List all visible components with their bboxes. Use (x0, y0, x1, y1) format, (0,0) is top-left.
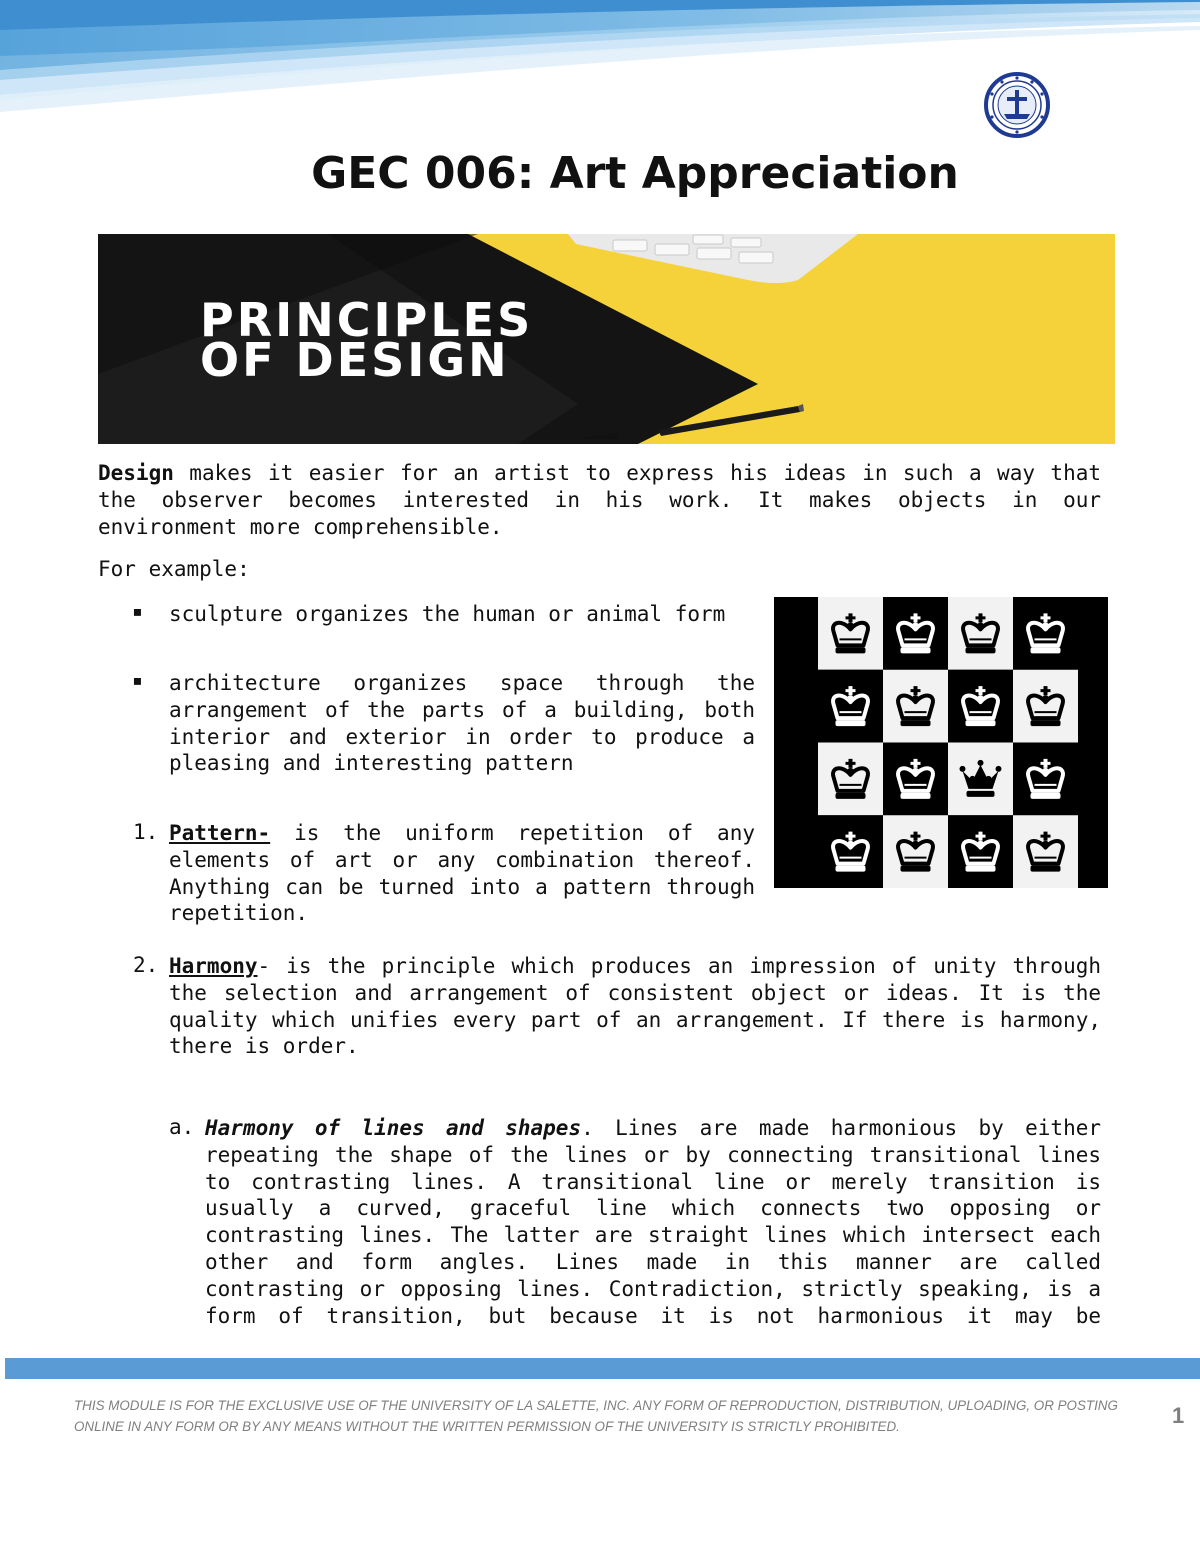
intro-term: Design (98, 461, 174, 485)
copyright-notice: THIS MODULE IS FOR THE EXCLUSIVE USE OF THE UNIVERSITY OF LA SALETTE, INC. ANY FORM OF REPRODUCTION, DISTRIBUTION, UPLOADING, OR POSTING ONLINE IN ANY FORM OR BY ANY MEANS WITHOUT THE WRITTEN PERMISSION OF THE UNIVERSITY IS STRICTLY PROHIBITED. (74, 1398, 1118, 1434)
term-pattern: Pattern- (169, 821, 271, 845)
harmony-lines-shapes (205, 1115, 1101, 1329)
harmony-lines-shapes-text: . Lines are made harmonious by either repeating the shape of the lines or by connecting transitional lines to contrasting lines. A transitional line or merely transition is usually a curved, graceful line which connects two opposing or contrasting lines. The latter are straight lines which intersect each other and form angles. Lines made in this manner are called contrasting or opposing lines. Contradiction, strictly speaking, is a form of transition, but because it is not harmonious it may be (205, 1116, 1101, 1328)
footer-accent-bar (5, 1358, 1200, 1379)
chess-square (1013, 815, 1078, 888)
chess-square (883, 597, 948, 670)
principle-harmony-text: - is the principle which produces an impression of unity through the selection and arrangement of consistent object or ideas. It is the quality which unifies every part of an arrangement. If there is harmony, there is order. (169, 954, 1101, 1059)
principle-harmony (169, 953, 1101, 1060)
chess-square (1013, 743, 1078, 816)
principles-of-design-banner (98, 234, 1115, 444)
chess-square (818, 815, 883, 888)
chess-square (883, 743, 948, 816)
bullet-item: sculpture organizes the human or animal form (169, 602, 726, 626)
chess-square (948, 597, 1013, 670)
chess-pattern-image (774, 597, 1108, 888)
example-label: For example: (98, 557, 250, 581)
list-number: 1. (133, 820, 159, 844)
principle-pattern-text: is the uniform repetition of any elements of art or any combination thereof. Anything can be turned into a pattern through repetition. (169, 821, 755, 926)
term-harmony: Harmony (169, 954, 258, 978)
university-seal-logo (972, 72, 1062, 138)
principle-pattern (169, 820, 755, 927)
banner-heading-line2: OF DESIGN (200, 333, 510, 387)
intro-paragraph (98, 460, 1101, 540)
chess-square (883, 815, 948, 888)
term-harmony-lines-shapes: Harmony of lines and shapes (205, 1116, 582, 1140)
chess-square (818, 670, 883, 743)
chess-square (818, 743, 883, 816)
chess-square (883, 670, 948, 743)
document-title: GEC 006: Art Appreciation (311, 148, 959, 199)
chess-square (948, 815, 1013, 888)
chess-square (1013, 670, 1078, 743)
chess-square (818, 597, 883, 670)
banner-heading-line1: PRINCIPLES (200, 293, 534, 347)
bullet-marker: ▪ (132, 670, 143, 691)
chess-square (1013, 597, 1078, 670)
page-number: 1 (1172, 1403, 1185, 1428)
intro-text: makes it easier for an artist to express his ideas in such a way that the observer becomes interested in his work. It makes objects in our environment more comprehensible. (98, 461, 1101, 539)
list-number: 2. (133, 953, 159, 977)
sub-list-marker: a. (169, 1115, 195, 1139)
bullet-marker: ▪ (132, 601, 143, 622)
chess-square (948, 670, 1013, 743)
bullet-item: architecture organizes space through the arrangement of the parts of a building, both interior and exterior in order to produce a pleasing and interesting pattern (169, 671, 755, 776)
